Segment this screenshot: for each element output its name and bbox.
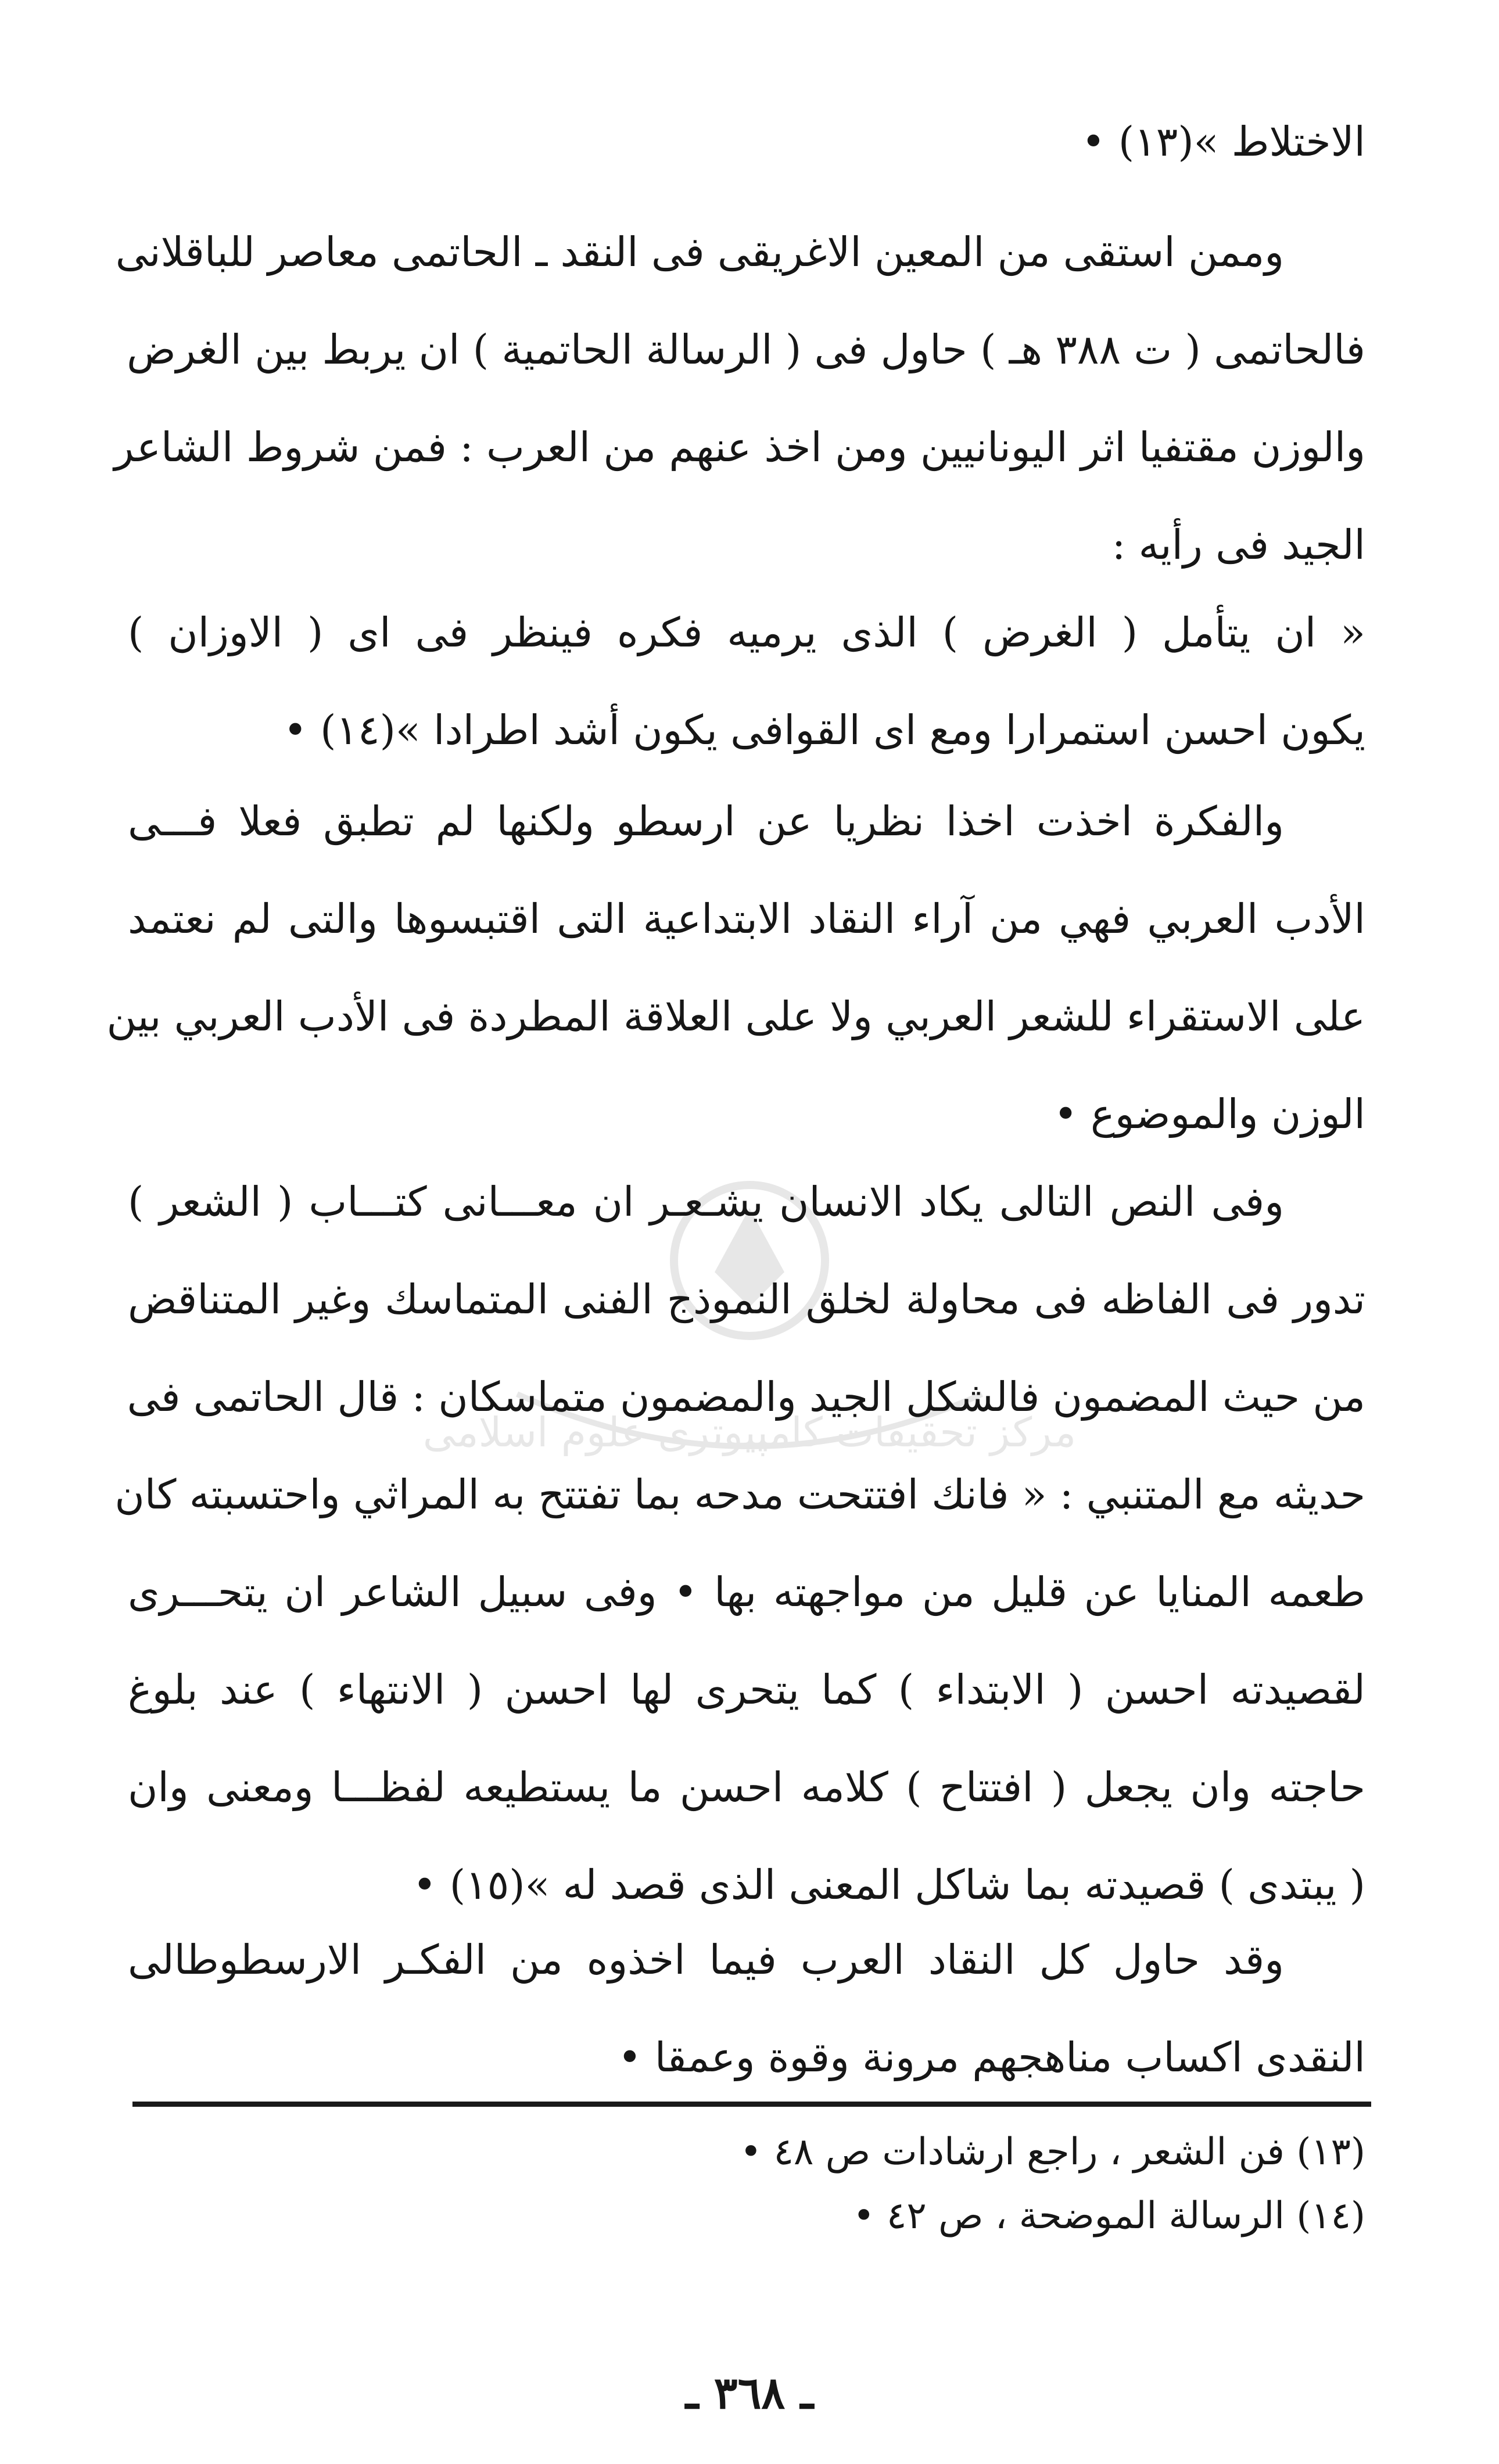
top-line	[128, 93, 1365, 191]
text-line: والوزن مقتفيا اثر اليونانيين ومن اخذ عنهم من العرب : فمن شروط الشاعر	[114, 423, 1365, 471]
text-line: تدور فى الفاظه فى محاولة لخلق النموذج الفنى المتماسك وغير المتناقض	[128, 1276, 1365, 1323]
text-line: الجيد فى رأيه :	[1111, 521, 1365, 569]
paragraph-4	[114, 1153, 1365, 1934]
watermark-text: مركز تحقیقات كامپیوتری علوم اسلامی	[422, 1409, 1077, 1456]
paragraph-1	[114, 203, 1365, 594]
text-line: حديثه مع المتنبي : « فانك افتتحت مدحه بما تفتتح به المراثي واحتسبته كان	[114, 1471, 1365, 1518]
text-line: والفكرة اخذت اخذا نظريا عن ارسطو ولكنها لم تطبق فعلا فـــى	[128, 798, 1284, 845]
text-line: طعمه المنايا عن قليل من مواجهته بها • وفى سبيل الشاعر ان يتحـــرى	[128, 1568, 1365, 1616]
text-line: الأدب العربي فهي من آراء النقاد الابتداعية التى اقتبسوها والتى لم نعتمد	[128, 895, 1365, 943]
paragraph-5	[128, 1911, 1365, 2106]
paragraph-3	[106, 773, 1365, 1163]
text-line: ( يبتدى ) قصيدته بما شاكل المعنى الذى قصد له »(١٥) •	[413, 1861, 1365, 1909]
text-line: من حيث المضمون فالشكل الجيد والمضمون متماسكان : قال الحاتمى فى	[127, 1373, 1365, 1421]
text-line: النقدى اكساب مناهجهم مرونة وقوة وعمقا •	[618, 2034, 1365, 2081]
text-line: « ان يتأمل ( الغرض ) الذى يرميه فكره فينظر فى اى ( الاوزان )	[128, 609, 1365, 656]
text-line: وممن استقى من المعين الاغريقى فى النقد ـ الحاتمى معاصر للباقلانى	[115, 228, 1284, 276]
footnote: (١٤) الرسالة الموضحة ، ص ٤٢ •	[852, 2194, 1365, 2237]
footnote: (١٣) فن الشعر ، راجع ارشادات ص ٤٨ •	[740, 2131, 1365, 2174]
text-line: لقصيدته احسن ( الابتداء ) كما يتحرى لها احسن ( الانتهاء ) عند بلوغ	[128, 1666, 1365, 1714]
text-line: يكون احسن استمرارا ومع اى القوافى يكون أشد اطرادا »(١٤) •	[283, 706, 1365, 754]
text-line: على الاستقراء للشعر العربي ولا على العلاقة المطردة فى الأدب العربي بين	[106, 993, 1365, 1040]
text-line: حاجته وان يجعل ( افتتاح ) كلامه احسن ما يستطيعه لفظـــا ومعنى وان	[128, 1763, 1365, 1811]
text-line: وقد حاول كل النقاد العرب فيما اخذوه من الفكـر الارسطوطالى	[128, 1936, 1284, 1984]
text-line: وفى النص التالى يكاد الانسان يشـعـر ان معـــانى كتـــاب ( الشعر )	[128, 1178, 1284, 1226]
footnote-divider	[132, 2102, 1371, 2107]
text-line: فالحاتمى ( ت ٣٨٨ هـ ) حاول فى ( الرسالة الحاتمية ) ان يربط بين الغرض	[127, 326, 1365, 373]
page-number: ـ ٣٦٨ ـ	[686, 2367, 813, 2419]
footnotes	[128, 2120, 1365, 2248]
text-line: الوزن والموضوع •	[1053, 1090, 1365, 1138]
quotation-paragraph	[128, 584, 1365, 779]
text-line: الاختلاط »(١٣) •	[1081, 118, 1365, 166]
